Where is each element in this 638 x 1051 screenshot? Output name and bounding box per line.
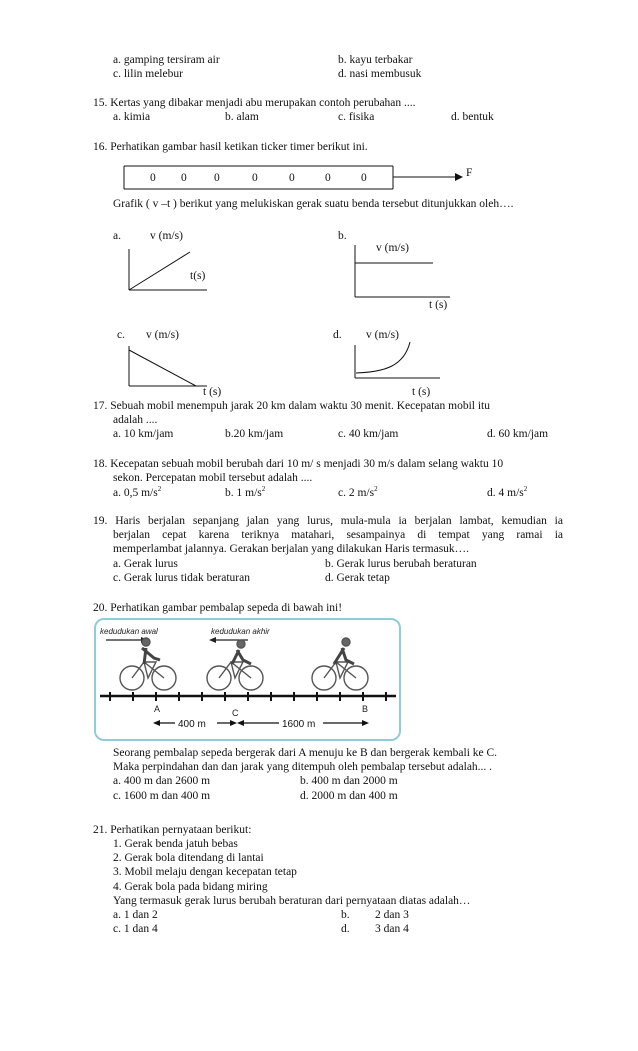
q19-option-a: a. Gerak lurus [113, 558, 178, 570]
q21-option-b-letter: b. [341, 909, 350, 921]
ticker-dot: 0 [181, 172, 187, 184]
ticker-dot: 0 [252, 172, 258, 184]
graph-a-label: a. [113, 230, 121, 242]
q18-option-a: a. 0,5 $m/s^2$ [113, 485, 162, 499]
graph-a-xlabel: t(s) [190, 270, 206, 282]
q20-option-d: d. 2000 m dan 400 m [300, 790, 398, 802]
ticker-dot: 0 [361, 172, 367, 184]
start-position-label: kedudukan awal [100, 627, 158, 636]
q15-option-d: d. bentuk [451, 111, 494, 123]
q15-option-c: c. fisika [338, 111, 375, 123]
ticker-dot: 0 [150, 172, 156, 184]
q17-option-d: d. 60 km/jam [487, 428, 549, 440]
cyclist-diagram [96, 620, 403, 743]
q14-option-c: c. lilin melebur [113, 68, 183, 80]
q21-option-a: a. 1 dan 2 [113, 909, 158, 921]
q20-option-c: c. 1600 m dan 400 m [113, 790, 211, 802]
q20-line2: Maka perpindahan dan dan jarak yang ditempuh oleh pembalap tersebut adalah... . [113, 761, 493, 773]
q21-option-d-letter: d. [341, 923, 350, 935]
q16-subquestion: Grafik ( v –t ) berikut yang melukiskan gerak suatu benda tersebut ditunjukkan oleh…. [113, 198, 514, 210]
point-c-label: C [232, 708, 239, 718]
force-label: F [466, 167, 473, 179]
q15-question: 15. Kertas yang dibakar menjadi abu merupakan contoh perubahan .... [93, 97, 416, 109]
graph-c-label: c. [117, 329, 125, 341]
q18-option-d: d. 4 $m/s^2$ [487, 485, 528, 499]
q21-option-d: 3 dan 4 [375, 923, 409, 935]
q14-option-d: d. nasi membusuk [338, 68, 422, 80]
q19-option-c: c. Gerak lurus tidak beraturan [113, 572, 250, 584]
q21-option-c: c. 1 dan 4 [113, 923, 158, 935]
distance-ac-label: 400 m [178, 719, 206, 730]
q21-option-b: 2 dan 3 [375, 909, 409, 921]
graph-a-ylabel: v (m/s) [150, 230, 183, 242]
q15-option-b: b. alam [225, 111, 259, 123]
q18-line2: sekon. Percepatan mobil tersebut adalah .... [113, 472, 313, 484]
q19-option-b: b. Gerak lurus berubah beraturan [325, 558, 477, 570]
graph-d-xlabel: t (s) [412, 386, 431, 398]
q20-option-b: b. 400 m dan 2000 m [300, 775, 398, 787]
graph-c-ylabel: v (m/s) [146, 329, 179, 341]
q19-option-d: d. Gerak tetap [325, 572, 390, 584]
q17-option-b: b.20 km/jam [225, 428, 284, 440]
q20-line1: Seorang pembalap sepeda bergerak dari A menuju ke B dan bergerak kembali ke C. [113, 747, 498, 759]
end-position-label: kedudukan akhir [211, 627, 270, 636]
ticker-dot: 0 [289, 172, 295, 184]
point-a-label: A [154, 704, 161, 714]
graph-b-xlabel: t (s) [429, 299, 448, 311]
q21-item-2: 2. Gerak bola ditendang di lantai [113, 852, 264, 864]
q19-line3: memperlambat jalannya. Gerakan berjalan yang dilakukan Haris termasuk…. [113, 543, 470, 555]
cyclist-1 [120, 638, 176, 690]
q14-option-a: a. gamping tersiram air [113, 54, 220, 66]
q16-question: 16. Perhatikan gambar hasil ketikan ticker timer berikut ini. [93, 141, 368, 153]
ticker-dot: 0 [214, 172, 220, 184]
cyclist-figure [94, 618, 401, 741]
distance-cb-label: 1600 m [282, 719, 316, 730]
q18-line1: 18. Kecepatan sebuah mobil berubah dari 10 m/ s menjadi 30 m/s dalam selang waktu 10 [93, 458, 504, 470]
q18-option-c: c. 2 $m/s^2$ [338, 485, 378, 499]
q21-question: 21. Perhatikan pernyataan berikut: [93, 824, 252, 836]
q20-option-a: a. 400 m dan 2600 m [113, 775, 211, 787]
q17-option-a: a. 10 km/jam [113, 428, 174, 440]
q14-option-b: b. kayu terbakar [338, 54, 413, 66]
q21-item-3: 3. Mobil melaju dengan kecepatan tetap [113, 866, 297, 878]
q19-line2: berjalan cepat karena teriknya matahari, sesampainya di tempat yang ramai ia [113, 529, 563, 541]
q17-option-c: c. 40 km/jam [338, 428, 399, 440]
graph-c [129, 346, 207, 386]
q20-question: 20. Perhatikan gambar pembalap sepeda di bawah ini! [93, 602, 343, 614]
q15-option-a: a. kimia [113, 111, 151, 123]
q21-item-4: 4. Gerak bola pada bidang miring [113, 881, 268, 893]
cyclist-3 [312, 638, 368, 690]
graph-c-xlabel: t (s) [203, 386, 222, 398]
graph-d [355, 342, 440, 378]
q17-line2: adalah .... [113, 414, 158, 426]
q18-option-b: b. 1 $m/s^2$ [225, 485, 266, 499]
ticker-dot: 0 [325, 172, 331, 184]
graph-d-label: d. [333, 329, 342, 341]
cyclist-2 [207, 640, 263, 690]
graph-d-ylabel: v (m/s) [366, 329, 399, 341]
q21-item-1: 1. Gerak benda jatuh bebas [113, 838, 238, 850]
point-b-label: B [362, 704, 369, 714]
q19-line1: 19. Haris berjalan sepanjang jalan yang lurus, mula-mula ia berjalan lambat, kemudian ia [93, 515, 563, 527]
q17-line1: 17. Sebuah mobil menempuh jarak 20 km dalam waktu 30 menit. Kecepatan mobil itu [93, 400, 490, 412]
graph-b-label: b. [338, 230, 347, 242]
q21-prompt: Yang termasuk gerak lurus berubah beraturan dari pernyataan diatas adalah… [113, 895, 471, 907]
graph-b-ylabel: v (m/s) [376, 242, 409, 254]
